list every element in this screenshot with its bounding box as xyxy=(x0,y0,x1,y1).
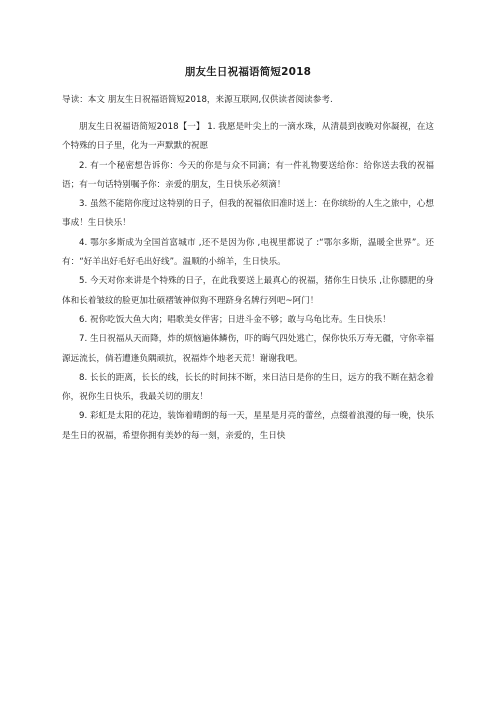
document-body xyxy=(62,118,434,446)
paragraph-1: 朋友生日祝福语简短2018【一】 1. 我愿是叶尖上的一滴水珠，从清晨到夜晚对你凝视，在这个特殊的日子里，化为一声默默的祝愿 xyxy=(62,122,434,152)
paragraph-6: 6. 祝你吃饭大鱼大肉；唱歌美女伴害；日进斗金不够；敢与乌龟比寿。生日快乐！ xyxy=(79,314,391,325)
paragraph-8: 8. 长长的距离，长长的线，长长的时间抹不断，来日洁日是你的生日，远方的我不断在掂念着你，祝你生日快乐，我最关切的朋友！ xyxy=(62,372,434,403)
document-title: 朋友生日祝福语简短2018 xyxy=(184,66,312,78)
paragraph-5: 5. 今天对你来讲是个特殊的日子，在此我要送上最真心的祝福，猪你生日快乐 ,让你膘肥的身体和长着皱纹的脸更加壮硕褶皱神似狗不理跻身名牌行列吧~阿门！ xyxy=(62,276,434,306)
paragraph-3: 3. 虽然不能陪你度过这特别的日子，但我的祝福依旧准时送上：在你缤纷的人生之旅中，心想事成！生日快乐！ xyxy=(62,199,434,229)
paragraph-9: 9. 彩虹是太阳的花边，装饰着晴朗的每一天，星星是月亮的蕾丝，点缀着浪漫的每一晚，快乐是生日的祝福，希望你拥有美妙的每一刻，亲爱的，生日快 xyxy=(62,411,434,441)
paragraph-4: 4. 鄂尔多斯成为全国首富城市 ,还不是因为你 ,电视里都说了 :“鄂尔多斯，温暖全世界”。还有：“好羊出好毛好毛出好线”。温顺的小绵羊，生日快乐。 xyxy=(62,237,434,268)
paragraph-2: 2. 有一个秘密想告诉你：今天的你是与众不同滴；有一件礼物要送给你：给你送去我的祝福语；有一句话特别嘱予你：亲爱的朋友，生日快乐必须滴！ xyxy=(62,160,434,190)
paragraph-7: 7. 生日祝福从天而降，炸的烦恼遍体鳞伤，吓的晦气四处逃亡，保你快乐万寿无疆，守你幸福源远流长，倘若遭逢负隅顽抗，祝福炸个地老天荒！谢谢我吧。 xyxy=(62,334,434,364)
document-lead: 导读：本文 朋友生日祝福语简短2018，来源互联网,仅供读者阅读参考. xyxy=(62,95,333,105)
